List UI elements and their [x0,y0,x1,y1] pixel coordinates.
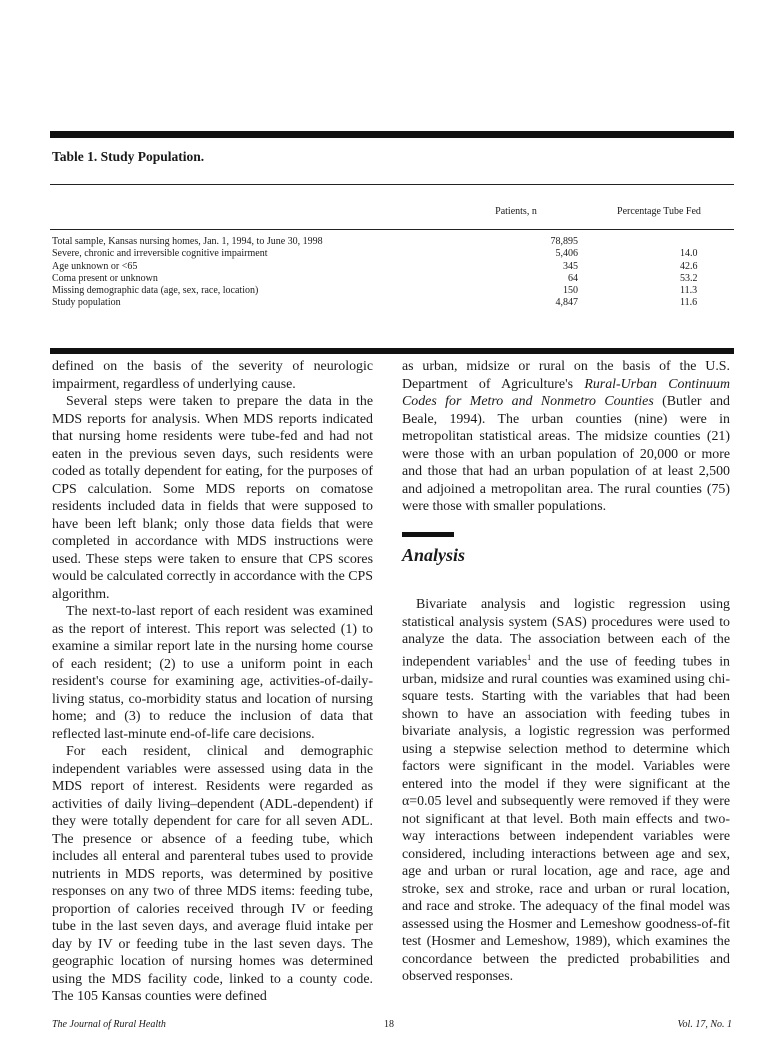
paragraph: Several steps were taken to prepare the data in the MDS reports for analysis. When MDS reports indicated that nursing home residents were tube-fed and had not eaten in the previous seven days, such residents were coded as totally dependent for eating, for the purposes of CPS calculation. Some MDS reports on comatose residents included data in fields that were supposed to have been left blank; only those data fields that were completed in accordance with MDS instructions were used. These steps were taken to ensure that CPS scores would be calculated correctly in accordance with the CPS algorithm. [52,394,373,602]
row-percentage: 14.0 [680,248,698,260]
table-row [52,273,732,285]
row-label: Missing demographic data (age, sex, race, location) [52,285,259,297]
table-bottom-rule [50,348,734,354]
row-label: Coma present or unknown [52,272,158,284]
right-column-top [402,358,730,516]
table-row [52,236,732,248]
volume-info: Vol. 17, No. 1 [677,1019,732,1030]
row-patients: 345 [563,260,578,272]
row-label: Severe, chronic and irreversible cognitive impairment [52,248,268,260]
row-percentage: 11.6 [680,297,698,309]
table-row [52,285,732,297]
row-percentage: 11.3 [680,285,698,297]
paragraph [402,358,730,516]
paragraph-text: Bivariate analysis and logistic regression using statistical analysis system (SAS) procedures were used to analyze the data. The association between each of the independent variables [402,597,730,670]
row-patients: 4,847 [555,297,578,309]
row-patients: 150 [563,285,578,297]
row-label: Study population [52,297,121,309]
paragraph: The next-to-last report of each resident was examined as the report of interest. This report was selected (1) to examine a similar report late in the nursing home course of each resident; (2) to use a uniform point in each resident's course for examining age, activities-of-daily-living status, co-morbidity status and location of nursing home; and (3) to reduce the inclusion of data that reflected last-minute end-of-life care decisions. [52,604,373,742]
journal-name: The Journal of Rural Health [52,1019,166,1030]
table-title: Table 1. Study Population. [52,149,205,164]
row-percentage: 42.6 [680,260,698,272]
left-column [52,358,373,1006]
row-percentage: 53.2 [680,272,698,284]
paragraph [402,596,730,986]
paragraph-text: and the use of feeding tubes in urban, midsize and rural counties was examined using chi-square tests. Starting with the variables that had been shown to have an association with feeding tubes in bivariate analysis, a logistic regression was performed using a stepwise selection method to determine which factors were significant in the model. Variables were entered into the model if they were significant at the α=0.05 level and subsequently were removed if they were not significant at that level. Both main effects and two-way interactions between independent variables were considered, including interactions between age and sex, age and urban or rural location, age and race, age and stroke, sex and stroke, race and urban or rural location, and race and stroke. The adequacy of the final model was assessed using the Hosmer and Lemeshow goodness-of-fit test (Hosmer and Lemeshow, 1989), which examines the concordance between the predicted probabilities and observed responses. [402,654,731,985]
column-header-patients: Patients, n [495,206,537,217]
column-header-percentage: Percentage Tube Fed [617,206,701,217]
table-body-rule [50,229,734,230]
paragraph: For each resident, clinical and demographic independent variables were assessed using data in the MDS report of interest. Residents were regarded as activities of daily living–dependent (ADL-dependent) if they were totally dependent for care for all seven ADL. The presence or absence of a feeding tube, which includes all enteral and parenteral tubes used to provide nutrients in MDS reports, was determined by positive responses on any two of three MDS items: feeding tube, proportion of calories received through IV or feeding tube in the last seven days, and average fluid intake per day by IV or feeding tube in the last seven days. The geographic location of nursing homes was determined using the MDS facility code, linked to a county code. The 105 Kansas counties were defined [52,744,373,1004]
table-top-rule [50,131,734,138]
section-rule [402,532,454,537]
right-column-analysis [402,596,730,986]
page-number: 18 [384,1019,394,1030]
row-patients: 5,406 [555,248,578,260]
row-label: Age unknown or <65 [52,260,138,272]
paragraph: defined on the basis of the severity of neurologic impairment, regardless of underlying cause. [52,359,373,392]
row-patients: 78,895 [550,236,578,247]
footnote-marker: 1 [527,652,532,662]
publication-title: Rural-Urban Continuum Codes for Metro and Nonmetro Counties [402,376,730,409]
table-row [52,297,732,309]
row-patients: 64 [568,272,578,284]
table-body [52,236,732,310]
row-label: Total sample, Kansas nursing homes, Jan. 1, 1994, to June 30, 1998 [52,236,323,247]
table-row [52,261,732,273]
table-row [52,248,732,260]
paragraph-text: as urban, midsize or rural on the basis of the U.S. Department of Agriculture's [402,359,730,392]
paragraph-text: (Butler and Beale, 1994). The urban counties (nine) were in metropolitan statistical areas. The midsize counties (21) were those with an urban population of 20,000 or more and those that had an urban population of at least 2,500 and adjoined a metropolitan area. The rural counties (75) were those with smaller populations. [402,394,730,514]
section-heading: Analysis [402,545,466,565]
table-header-rule [50,184,734,185]
